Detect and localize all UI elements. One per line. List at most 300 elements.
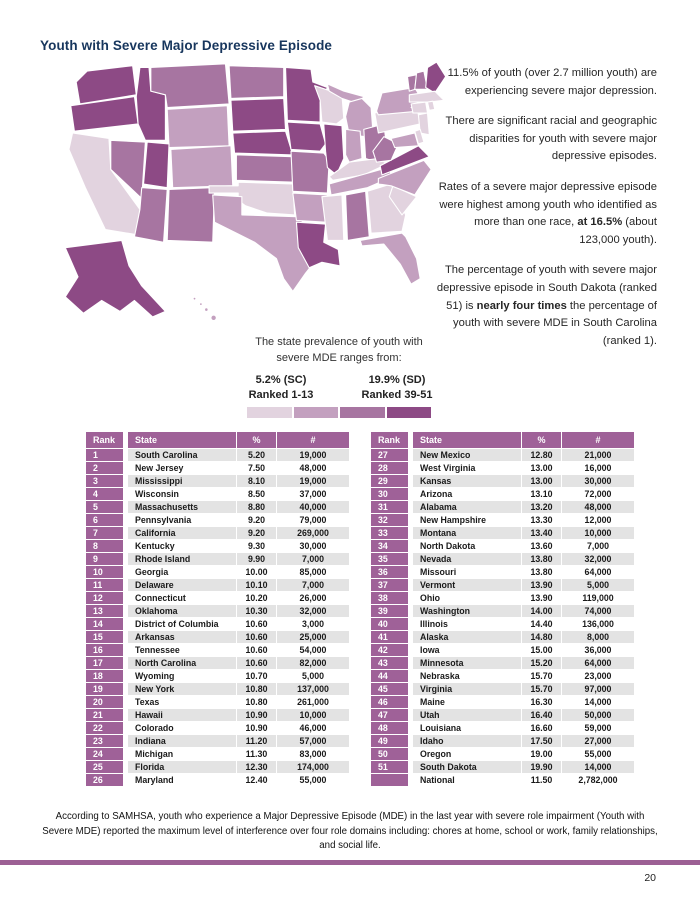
table-row <box>371 579 634 591</box>
percent-cell: 13.60 <box>521 540 561 552</box>
count-cell: 2,782,000 <box>561 774 634 786</box>
count-cell: 36,000 <box>561 644 634 656</box>
table-row <box>371 670 634 682</box>
count-cell: 136,000 <box>561 618 634 630</box>
state-cell: Vermont <box>413 579 521 591</box>
state-cell: West Virginia <box>413 462 521 474</box>
count-cell: 119,000 <box>561 592 634 604</box>
rank-cell: 1 <box>86 449 123 461</box>
column-header: Rank <box>86 432 123 448</box>
table-row <box>86 449 349 461</box>
percent-cell: 12.40 <box>236 774 276 786</box>
state-cell: Arizona <box>413 488 521 500</box>
percent-cell: 9.20 <box>236 514 276 526</box>
state-cell: Missouri <box>413 566 521 578</box>
state-cell: North Carolina <box>128 657 236 669</box>
state-kansas <box>236 155 294 182</box>
map-legend <box>233 334 445 418</box>
legend-scale-bar <box>247 407 431 418</box>
rank-cell: 26 <box>86 774 123 786</box>
percent-cell: 17.50 <box>521 735 561 747</box>
percent-cell: 11.30 <box>236 748 276 760</box>
rank-cell: 39 <box>371 605 408 617</box>
count-cell: 55,000 <box>561 748 634 760</box>
state-cell: Nebraska <box>413 670 521 682</box>
count-cell: 174,000 <box>276 761 349 773</box>
page-number: 20 <box>644 872 656 884</box>
rank-cell: 2 <box>86 462 123 474</box>
rank-cell: 51 <box>371 761 408 773</box>
table-row <box>371 748 634 760</box>
stats-column <box>432 65 657 363</box>
state-cell: Iowa <box>413 644 521 656</box>
state-cell: Pennsylvania <box>128 514 236 526</box>
percent-cell: 11.50 <box>521 774 561 786</box>
state-cell: Oklahoma <box>128 605 236 617</box>
column-header: % <box>236 432 276 448</box>
rank-cell: 15 <box>86 631 123 643</box>
state-cell: District of Columbia <box>128 618 236 630</box>
state-cell: Michigan <box>128 748 236 760</box>
percent-cell: 19.90 <box>521 761 561 773</box>
percent-cell: 16.40 <box>521 709 561 721</box>
table-row <box>371 657 634 669</box>
percent-cell: 12.80 <box>521 449 561 461</box>
table-row <box>86 748 349 760</box>
state-cell: Maryland <box>128 774 236 786</box>
state-alabama <box>346 191 370 240</box>
count-cell: 8,000 <box>561 631 634 643</box>
percent-cell: 11.20 <box>236 735 276 747</box>
legend-swatch <box>247 407 292 418</box>
state-missouri <box>291 151 329 193</box>
state-cell: Mississippi <box>128 475 236 487</box>
state-cell: South Carolina <box>128 449 236 461</box>
table-header-row <box>86 432 349 448</box>
rank-cell: 31 <box>371 501 408 513</box>
table-row <box>371 644 634 656</box>
count-cell: 79,000 <box>276 514 349 526</box>
table-row <box>86 644 349 656</box>
rank-cell: 34 <box>371 540 408 552</box>
table-row <box>86 475 349 487</box>
percent-cell: 15.20 <box>521 657 561 669</box>
count-cell: 12,000 <box>561 514 634 526</box>
count-cell: 97,000 <box>561 683 634 695</box>
rank-cell: 50 <box>371 748 408 760</box>
percent-cell: 16.60 <box>521 722 561 734</box>
table-row <box>86 657 349 669</box>
legend-max-label: 19.9% (SD) Ranked 39-51 <box>361 374 433 401</box>
state-wyoming <box>167 106 229 148</box>
rank-cell: 19 <box>86 683 123 695</box>
rank-cell: 5 <box>86 501 123 513</box>
percent-cell: 10.30 <box>236 605 276 617</box>
table-row <box>86 709 349 721</box>
state-cell: Kansas <box>413 475 521 487</box>
state-cell: Wisconsin <box>128 488 236 500</box>
state-cell: Tennessee <box>128 644 236 656</box>
table-row <box>86 566 349 578</box>
count-cell: 54,000 <box>276 644 349 656</box>
count-cell: 269,000 <box>276 527 349 539</box>
footnote: According to SAMHSA, youth who experience a Major Depressive Episode (MDE) in the last year with severe role impairment (Youth with Severe MDE) reported the maximum level of interference over four role domains including: chores at home, school or work, family relationships, and social life. <box>42 811 658 851</box>
state-cell: Louisiana <box>413 722 521 734</box>
table-row <box>86 462 349 474</box>
state-connecticut <box>411 102 427 113</box>
percent-cell: 7.50 <box>236 462 276 474</box>
percent-cell: 13.40 <box>521 527 561 539</box>
table-row <box>86 592 349 604</box>
count-cell: 46,000 <box>276 722 349 734</box>
count-cell: 59,000 <box>561 722 634 734</box>
state-cell: New Mexico <box>413 449 521 461</box>
state-cell: Colorado <box>128 722 236 734</box>
state-south-dakota <box>231 98 286 131</box>
percent-cell: 10.20 <box>236 592 276 604</box>
count-cell: 83,000 <box>276 748 349 760</box>
state-cell: Rhode Island <box>128 553 236 565</box>
table-row <box>371 501 634 513</box>
state-cell: New York <box>128 683 236 695</box>
percent-cell: 10.60 <box>236 644 276 656</box>
table-header-row <box>371 432 634 448</box>
state-cell: Ohio <box>413 592 521 604</box>
rank-cell: 41 <box>371 631 408 643</box>
percent-cell: 9.30 <box>236 540 276 552</box>
count-cell: 25,000 <box>276 631 349 643</box>
legend-swatch <box>340 407 385 418</box>
rank-cell: 13 <box>86 605 123 617</box>
table-row <box>86 761 349 773</box>
table-row <box>86 722 349 734</box>
table-row <box>86 527 349 539</box>
state-cell: National <box>413 774 521 786</box>
table-row <box>371 527 634 539</box>
count-cell: 27,000 <box>561 735 634 747</box>
state-cell: Idaho <box>413 735 521 747</box>
table-row <box>86 670 349 682</box>
percent-cell: 10.60 <box>236 618 276 630</box>
column-header: % <box>521 432 561 448</box>
state-new-mexico <box>167 188 214 243</box>
rank-cell: 48 <box>371 722 408 734</box>
rank-cell: 7 <box>86 527 123 539</box>
rank-cell: 11 <box>86 579 123 591</box>
count-cell: 137,000 <box>276 683 349 695</box>
page-title: Youth with Severe Major Depressive Episode <box>40 38 333 53</box>
us-map-svg <box>58 60 463 338</box>
count-cell: 19,000 <box>276 475 349 487</box>
table-row <box>86 605 349 617</box>
count-cell: 16,000 <box>561 462 634 474</box>
table-row <box>371 761 634 773</box>
table-row <box>371 449 634 461</box>
table-row <box>86 618 349 630</box>
state-cell: New Hampshire <box>413 514 521 526</box>
state-cell: Wyoming <box>128 670 236 682</box>
count-cell: 14,000 <box>561 761 634 773</box>
legend-min-label: 5.2% (SC) Ranked 1-13 <box>248 374 314 401</box>
table-row <box>86 579 349 591</box>
rank-cell: 14 <box>86 618 123 630</box>
rank-table-right <box>371 432 634 787</box>
count-cell: 10,000 <box>561 527 634 539</box>
percent-cell: 13.30 <box>521 514 561 526</box>
table-row <box>86 683 349 695</box>
rank-cell: 43 <box>371 657 408 669</box>
percent-cell: 13.90 <box>521 579 561 591</box>
count-cell: 48,000 <box>276 462 349 474</box>
state-cell: Massachusetts <box>128 501 236 513</box>
rank-cell: 35 <box>371 553 408 565</box>
table-row <box>86 735 349 747</box>
count-cell: 82,000 <box>276 657 349 669</box>
table-row <box>371 592 634 604</box>
count-cell: 5,000 <box>561 579 634 591</box>
state-cell: Arkansas <box>128 631 236 643</box>
table-row <box>371 553 634 565</box>
count-cell: 26,000 <box>276 592 349 604</box>
rank-cell: 46 <box>371 696 408 708</box>
state-cell: South Dakota <box>413 761 521 773</box>
rank-cell: 4 <box>86 488 123 500</box>
rank-cell: 33 <box>371 527 408 539</box>
state-cell: California <box>128 527 236 539</box>
percent-cell: 14.00 <box>521 605 561 617</box>
count-cell: 261,000 <box>276 696 349 708</box>
count-cell: 40,000 <box>276 501 349 513</box>
state-maryland <box>391 133 418 148</box>
state-cell: Illinois <box>413 618 521 630</box>
count-cell: 72,000 <box>561 488 634 500</box>
percent-cell: 10.80 <box>236 696 276 708</box>
state-florida <box>360 233 420 284</box>
count-cell: 55,000 <box>276 774 349 786</box>
percent-cell: 10.90 <box>236 709 276 721</box>
rank-cell: 6 <box>86 514 123 526</box>
rank-cell: 9 <box>86 553 123 565</box>
percent-cell: 13.00 <box>521 462 561 474</box>
rank-cell: 3 <box>86 475 123 487</box>
rank-cell: 42 <box>371 644 408 656</box>
rank-cell: 20 <box>86 696 123 708</box>
table-row <box>371 722 634 734</box>
percent-cell: 8.50 <box>236 488 276 500</box>
percent-cell: 8.80 <box>236 501 276 513</box>
state-cell: Alaska <box>413 631 521 643</box>
legend-swatch <box>294 407 339 418</box>
count-cell: 3,000 <box>276 618 349 630</box>
percent-cell: 9.90 <box>236 553 276 565</box>
count-cell: 64,000 <box>561 657 634 669</box>
table-row <box>371 683 634 695</box>
stats-paragraph: 11.5% of youth (over 2.7 million youth) are experiencing severe major depression. <box>447 67 657 97</box>
rank-cell: 21 <box>86 709 123 721</box>
count-cell: 30,000 <box>276 540 349 552</box>
column-header: State <box>413 432 521 448</box>
table-row <box>86 514 349 526</box>
percent-cell: 13.80 <box>521 566 561 578</box>
count-cell: 23,000 <box>561 670 634 682</box>
legend-labels <box>233 373 445 402</box>
count-cell: 64,000 <box>561 566 634 578</box>
percent-cell: 16.30 <box>521 696 561 708</box>
table-row <box>371 605 634 617</box>
percent-cell: 8.10 <box>236 475 276 487</box>
count-cell: 57,000 <box>276 735 349 747</box>
percent-cell: 14.40 <box>521 618 561 630</box>
rank-cell: 32 <box>371 514 408 526</box>
state-north-dakota <box>229 66 284 99</box>
rank-cell: 47 <box>371 709 408 721</box>
stats-paragraph: Rates of a severe major depressive episode were highest among youth who identified as more than one race, at 16.5% (about 123,000 youth). <box>438 180 657 246</box>
percent-cell: 19.00 <box>521 748 561 760</box>
table-row <box>371 475 634 487</box>
count-cell: 50,000 <box>561 709 634 721</box>
state-cell: Texas <box>128 696 236 708</box>
table-row <box>371 540 634 552</box>
rank-cell: 23 <box>86 735 123 747</box>
table-row <box>371 488 634 500</box>
percent-cell: 13.20 <box>521 501 561 513</box>
percent-cell: 13.80 <box>521 553 561 565</box>
percent-cell: 15.70 <box>521 683 561 695</box>
count-cell: 14,000 <box>561 696 634 708</box>
rank-cell <box>371 774 408 786</box>
count-cell: 21,000 <box>561 449 634 461</box>
rank-table-left <box>86 432 349 787</box>
column-header: Rank <box>371 432 408 448</box>
legend-title: The state prevalence of youth with severe MDE ranges from: <box>255 336 423 364</box>
rank-cell: 40 <box>371 618 408 630</box>
rank-cell: 37 <box>371 579 408 591</box>
percent-cell: 10.00 <box>236 566 276 578</box>
table-row <box>86 488 349 500</box>
table-row <box>371 696 634 708</box>
state-alaska <box>65 240 165 316</box>
table-row <box>371 631 634 643</box>
rank-cell: 16 <box>86 644 123 656</box>
state-cell: Delaware <box>128 579 236 591</box>
footer-bar <box>0 860 700 865</box>
state-cell: North Dakota <box>413 540 521 552</box>
percent-cell: 10.90 <box>236 722 276 734</box>
state-cell: Alabama <box>413 501 521 513</box>
state-iowa <box>287 122 325 151</box>
percent-cell: 5.20 <box>236 449 276 461</box>
legend-swatch <box>387 407 432 418</box>
percent-cell: 13.00 <box>521 475 561 487</box>
state-indiana <box>346 129 362 162</box>
rank-cell: 10 <box>86 566 123 578</box>
rank-cell: 17 <box>86 657 123 669</box>
state-cell: Utah <box>413 709 521 721</box>
percent-cell: 15.70 <box>521 670 561 682</box>
column-header: # <box>276 432 349 448</box>
percent-cell: 10.60 <box>236 657 276 669</box>
percent-cell: 15.00 <box>521 644 561 656</box>
rank-cell: 22 <box>86 722 123 734</box>
table-row <box>371 709 634 721</box>
table-row <box>86 540 349 552</box>
count-cell: 74,000 <box>561 605 634 617</box>
state-cell: Kentucky <box>128 540 236 552</box>
table-row <box>86 696 349 708</box>
state-hawaii <box>193 297 216 320</box>
rank-cell: 30 <box>371 488 408 500</box>
percent-cell: 10.70 <box>236 670 276 682</box>
percent-cell: 9.20 <box>236 527 276 539</box>
state-utah <box>144 142 169 188</box>
count-cell: 7,000 <box>276 553 349 565</box>
rank-cell: 25 <box>86 761 123 773</box>
table-row <box>371 462 634 474</box>
count-cell: 30,000 <box>561 475 634 487</box>
rank-cell: 38 <box>371 592 408 604</box>
state-cell: Maine <box>413 696 521 708</box>
rank-cell: 44 <box>371 670 408 682</box>
table-row <box>371 566 634 578</box>
state-nebraska <box>233 131 293 155</box>
state-mississippi <box>322 195 344 241</box>
table-row <box>86 631 349 643</box>
column-header: # <box>561 432 634 448</box>
state-cell: Florida <box>128 761 236 773</box>
state-cell: Montana <box>413 527 521 539</box>
state-cell: Hawaii <box>128 709 236 721</box>
count-cell: 37,000 <box>276 488 349 500</box>
count-cell: 5,000 <box>276 670 349 682</box>
rank-cell: 28 <box>371 462 408 474</box>
table-row <box>86 553 349 565</box>
state-cell: Connecticut <box>128 592 236 604</box>
rank-cell: 45 <box>371 683 408 695</box>
count-cell: 48,000 <box>561 501 634 513</box>
rank-cell: 12 <box>86 592 123 604</box>
state-cell: Virginia <box>413 683 521 695</box>
rank-cell: 24 <box>86 748 123 760</box>
state-cell: Georgia <box>128 566 236 578</box>
state-cell: New Jersey <box>128 462 236 474</box>
stats-paragraph: There are significant racial and geographic disparities for youth with severe major depressive episodes. <box>445 115 657 163</box>
us-choropleth-map <box>58 60 463 338</box>
count-cell: 19,000 <box>276 449 349 461</box>
table-row <box>371 774 634 786</box>
rank-cell: 8 <box>86 540 123 552</box>
count-cell: 10,000 <box>276 709 349 721</box>
table-row <box>371 514 634 526</box>
state-colorado <box>171 146 233 188</box>
percent-cell: 10.80 <box>236 683 276 695</box>
table-row <box>371 618 634 630</box>
percent-cell: 12.30 <box>236 761 276 773</box>
count-cell: 85,000 <box>276 566 349 578</box>
count-cell: 32,000 <box>276 605 349 617</box>
rank-cell: 36 <box>371 566 408 578</box>
percent-cell: 10.10 <box>236 579 276 591</box>
rank-cell: 29 <box>371 475 408 487</box>
percent-cell: 13.10 <box>521 488 561 500</box>
rank-cell: 49 <box>371 735 408 747</box>
count-cell: 7,000 <box>276 579 349 591</box>
percent-cell: 10.60 <box>236 631 276 643</box>
percent-cell: 14.80 <box>521 631 561 643</box>
count-cell: 32,000 <box>561 553 634 565</box>
table-row <box>86 501 349 513</box>
rank-cell: 27 <box>371 449 408 461</box>
state-cell: Nevada <box>413 553 521 565</box>
